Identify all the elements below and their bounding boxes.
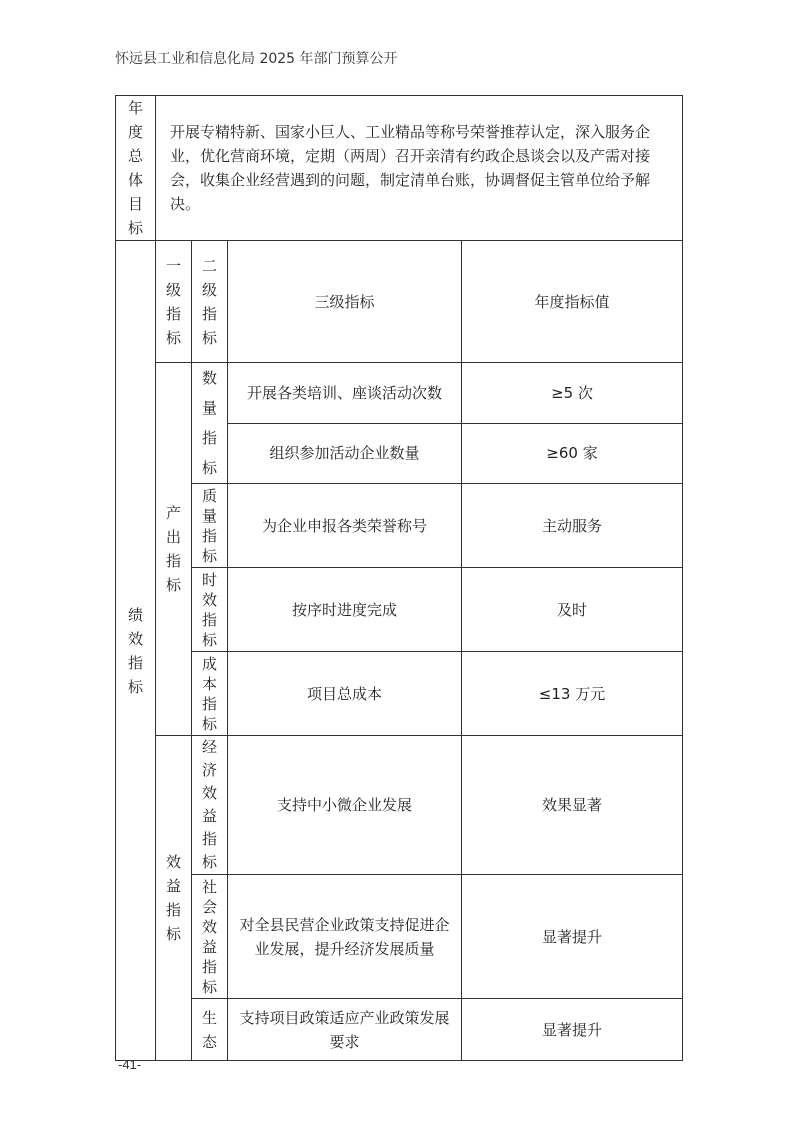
header-level2: 二级指标 <box>192 241 228 363</box>
annual-goal-label-cell <box>116 96 156 241</box>
cost-label: 成本指标 <box>202 654 218 733</box>
eco-label: 生态 <box>202 1008 218 1051</box>
benefit-label: 效益指标 <box>166 853 182 943</box>
header-level3: 三级指标 <box>228 241 462 363</box>
cost-label-cell <box>192 652 228 736</box>
indicator-cell: 开展各类培训、座谈活动次数 <box>228 363 462 424</box>
column-header-row <box>116 241 683 363</box>
value-cell: 主动服务 <box>462 484 683 568</box>
social-label-cell <box>192 875 228 999</box>
indicator-cell: 项目总成本 <box>228 652 462 736</box>
output-label: 产出指标 <box>166 504 182 594</box>
annual-goal-label: 年度总体目标 <box>128 99 144 237</box>
value-cell: ≤13 万元 <box>462 652 683 736</box>
social-label: 社会效益指标 <box>202 877 218 996</box>
indicator-cell: 组织参加活动企业数量 <box>228 423 462 484</box>
economic-label-cell <box>192 736 228 875</box>
performance-table <box>115 95 683 1061</box>
table-row <box>116 484 683 568</box>
annual-goal-row <box>116 96 683 241</box>
table-row <box>116 568 683 652</box>
value-cell: 显著提升 <box>462 875 683 999</box>
performance-label-cell <box>116 241 156 1061</box>
quality-label: 质量指标 <box>202 486 218 565</box>
eco-label-cell <box>192 999 228 1061</box>
annual-goal-text: 开展专精特新、国家小巨人、工业精品等称号荣誉推荐认定，深入服务企业，优化营商环境，定期（两周）召开亲清有约政企恳谈会以及产需对接会，收集企业经营遇到的问题，制定清单台账，协调督促主管单位给予解决。 <box>156 96 683 241</box>
time-label: 时效指标 <box>202 570 218 649</box>
benefit-label-cell <box>156 736 192 1061</box>
table-row <box>116 363 683 424</box>
indicator-cell: 按序时进度完成 <box>228 568 462 652</box>
header-value: 年度指标值 <box>462 241 683 363</box>
table-row <box>116 999 683 1061</box>
value-cell: 效果显著 <box>462 736 683 875</box>
table-row <box>116 652 683 736</box>
indicator-cell: 对全县民营企业政策支持促进企业发展，提升经济发展质量 <box>228 875 462 999</box>
value-cell: ≥60 家 <box>462 423 683 484</box>
quantity-label-cell <box>192 363 228 484</box>
value-cell: 显著提升 <box>462 999 683 1061</box>
page-header: 怀远县工业和信息化局 2025 年部门预算公开 <box>115 51 398 67</box>
output-label-cell <box>156 363 192 736</box>
indicator-cell: 支持中小微企业发展 <box>228 736 462 875</box>
value-cell: 及时 <box>462 568 683 652</box>
economic-label: 经济效益指标 <box>202 738 218 871</box>
value-cell: ≥5 次 <box>462 363 683 424</box>
quality-label-cell <box>192 484 228 568</box>
table-row <box>116 875 683 999</box>
header-level1: 一级指标 <box>156 241 192 363</box>
performance-label: 绩效指标 <box>128 605 144 696</box>
indicator-cell: 支持项目政策适应产业政策发展要求 <box>228 999 462 1061</box>
table-row <box>116 736 683 875</box>
time-label-cell <box>192 568 228 652</box>
quantity-label: 数量指标 <box>202 369 218 477</box>
page-number: -41- <box>118 1057 142 1072</box>
indicator-cell: 为企业申报各类荣誉称号 <box>228 484 462 568</box>
